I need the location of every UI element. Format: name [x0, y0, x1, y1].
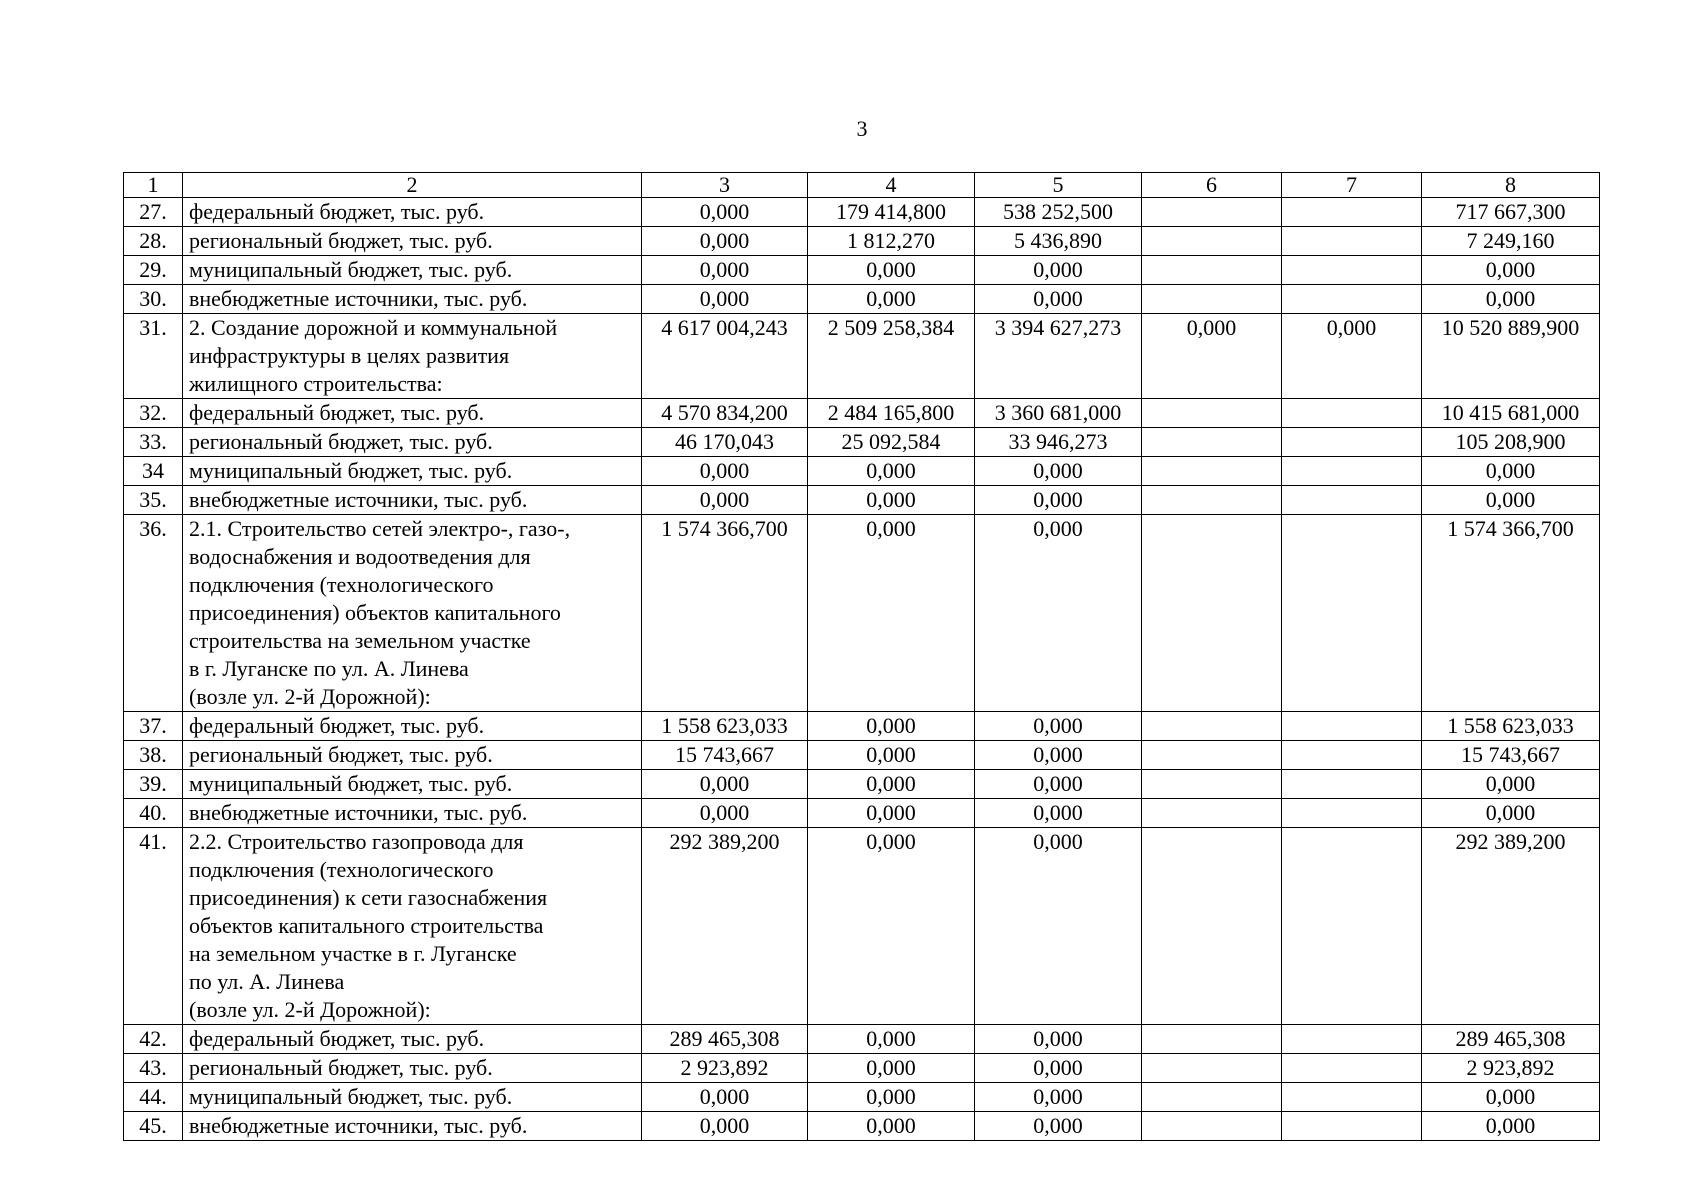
col-3-cell: 0,000: [642, 799, 808, 828]
col-4-cell: 0,000: [808, 457, 975, 486]
col-7-cell: [1282, 1083, 1422, 1112]
table-row: [124, 314, 1600, 399]
col-4-cell: 0,000: [808, 712, 975, 741]
description-cell: региональный бюджет, тыс. руб.: [183, 428, 642, 457]
col-3-cell: 4 570 834,200: [642, 399, 808, 428]
col-6-cell: [1142, 428, 1282, 457]
col-5-cell: 0,000: [975, 741, 1142, 770]
col-4-cell: 2 509 258,384: [808, 314, 975, 399]
row-number-cell: 31.: [124, 314, 183, 399]
header-cell: 8: [1422, 173, 1600, 198]
page-number: 3: [856, 116, 868, 141]
col-7-cell: [1282, 741, 1422, 770]
table-row: [124, 285, 1600, 314]
table-row: [124, 712, 1600, 741]
col-3-cell: 2 923,892: [642, 1054, 808, 1083]
row-number-cell: 43.: [124, 1054, 183, 1083]
col-5-cell: 0,000: [975, 515, 1142, 712]
col-8-cell: 0,000: [1422, 486, 1600, 515]
description-cell: федеральный бюджет, тыс. руб.: [183, 198, 642, 227]
col-8-cell: 0,000: [1422, 1083, 1600, 1112]
table-row: [124, 770, 1600, 799]
col-4-cell: 1 812,270: [808, 227, 975, 256]
col-7-cell: [1282, 799, 1422, 828]
description-cell: внебюджетные источники, тыс. руб.: [183, 799, 642, 828]
col-8-cell: 15 743,667: [1422, 741, 1600, 770]
col-4-cell: 0,000: [808, 741, 975, 770]
col-4-cell: 0,000: [808, 1083, 975, 1112]
col-5-cell: 0,000: [975, 285, 1142, 314]
col-6-cell: [1142, 256, 1282, 285]
col-3-cell: 289 465,308: [642, 1025, 808, 1054]
col-8-cell: 0,000: [1422, 285, 1600, 314]
col-5-cell: 0,000: [975, 1054, 1142, 1083]
table-row: [124, 799, 1600, 828]
col-5-cell: 538 252,500: [975, 198, 1142, 227]
header-cell: 1: [124, 173, 183, 198]
col-3-cell: 1 574 366,700: [642, 515, 808, 712]
col-8-cell: 1 558 623,033: [1422, 712, 1600, 741]
row-number-cell: 30.: [124, 285, 183, 314]
row-number-cell: 34: [124, 457, 183, 486]
col-3-cell: 1 558 623,033: [642, 712, 808, 741]
col-5-cell: 0,000: [975, 486, 1142, 515]
col-6-cell: [1142, 1083, 1282, 1112]
description-cell: федеральный бюджет, тыс. руб.: [183, 712, 642, 741]
col-4-cell: 0,000: [808, 515, 975, 712]
col-5-cell: 0,000: [975, 770, 1142, 799]
col-3-cell: 0,000: [642, 486, 808, 515]
table-row: [124, 1025, 1600, 1054]
table-row: [124, 256, 1600, 285]
col-8-cell: 2 923,892: [1422, 1054, 1600, 1083]
row-number-cell: 42.: [124, 1025, 183, 1054]
col-6-cell: 0,000: [1142, 314, 1282, 399]
description-cell: федеральный бюджет, тыс. руб.: [183, 399, 642, 428]
description-cell: федеральный бюджет, тыс. руб.: [183, 1025, 642, 1054]
col-7-cell: [1282, 198, 1422, 227]
col-5-cell: 0,000: [975, 1083, 1142, 1112]
description-cell: внебюджетные источники, тыс. руб.: [183, 486, 642, 515]
col-7-cell: [1282, 486, 1422, 515]
col-8-cell: 105 208,900: [1422, 428, 1600, 457]
col-4-cell: 0,000: [808, 1025, 975, 1054]
col-6-cell: [1142, 1054, 1282, 1083]
col-4-cell: 2 484 165,800: [808, 399, 975, 428]
col-8-cell: 0,000: [1422, 457, 1600, 486]
header-cell: 3: [642, 173, 808, 198]
col-8-cell: 10 520 889,900: [1422, 314, 1600, 399]
col-6-cell: [1142, 457, 1282, 486]
table-row: [124, 227, 1600, 256]
col-6-cell: [1142, 741, 1282, 770]
row-number-cell: 45.: [124, 1112, 183, 1141]
col-4-cell: 0,000: [808, 799, 975, 828]
col-5-cell: 0,000: [975, 256, 1142, 285]
col-8-cell: 7 249,160: [1422, 227, 1600, 256]
col-7-cell: [1282, 828, 1422, 1025]
col-7-cell: [1282, 256, 1422, 285]
col-3-cell: 4 617 004,243: [642, 314, 808, 399]
col-8-cell: 0,000: [1422, 1112, 1600, 1141]
col-3-cell: 15 743,667: [642, 741, 808, 770]
table-row: [124, 515, 1600, 712]
col-3-cell: 0,000: [642, 227, 808, 256]
description-cell: 2. Создание дорожной и коммунальной инфраструктуры в целях развития жилищного строительства:: [183, 314, 642, 399]
col-8-cell: 289 465,308: [1422, 1025, 1600, 1054]
col-5-cell: 3 360 681,000: [975, 399, 1142, 428]
col-5-cell: 3 394 627,273: [975, 314, 1142, 399]
table-row: [124, 428, 1600, 457]
row-number-cell: 39.: [124, 770, 183, 799]
row-number-cell: 29.: [124, 256, 183, 285]
col-6-cell: [1142, 486, 1282, 515]
col-6-cell: [1142, 828, 1282, 1025]
col-7-cell: [1282, 712, 1422, 741]
col-4-cell: 0,000: [808, 1054, 975, 1083]
col-6-cell: [1142, 399, 1282, 428]
col-3-cell: 46 170,043: [642, 428, 808, 457]
header-cell: 4: [808, 173, 975, 198]
col-6-cell: [1142, 227, 1282, 256]
description-cell: региональный бюджет, тыс. руб.: [183, 227, 642, 256]
col-6-cell: [1142, 770, 1282, 799]
col-7-cell: [1282, 1025, 1422, 1054]
col-3-cell: 0,000: [642, 256, 808, 285]
col-7-cell: [1282, 399, 1422, 428]
col-4-cell: 0,000: [808, 256, 975, 285]
table-row: [124, 741, 1600, 770]
col-5-cell: 5 436,890: [975, 227, 1142, 256]
description-cell: внебюджетные источники, тыс. руб.: [183, 285, 642, 314]
table-row: [124, 457, 1600, 486]
col-6-cell: [1142, 799, 1282, 828]
header-cell: 7: [1282, 173, 1422, 198]
description-cell: 2.1. Строительство сетей электро-, газо-, водоснабжения и водоотведения для подключения (технологического присоединения) объектов капитального строительства на земельном участке в г. Луганске по ул. А. Линева (возле ул. 2-й Дорожной):: [183, 515, 642, 712]
header-cell: 6: [1142, 173, 1282, 198]
row-number-cell: 38.: [124, 741, 183, 770]
col-4-cell: 0,000: [808, 828, 975, 1025]
row-number-cell: 37.: [124, 712, 183, 741]
col-7-cell: [1282, 770, 1422, 799]
col-5-cell: 0,000: [975, 457, 1142, 486]
col-3-cell: 0,000: [642, 1083, 808, 1112]
col-4-cell: 0,000: [808, 770, 975, 799]
col-8-cell: 292 389,200: [1422, 828, 1600, 1025]
col-4-cell: 0,000: [808, 285, 975, 314]
table-row: [124, 198, 1600, 227]
col-7-cell: [1282, 515, 1422, 712]
header-cell: 5: [975, 173, 1142, 198]
row-number-cell: 35.: [124, 486, 183, 515]
description-cell: муниципальный бюджет, тыс. руб.: [183, 256, 642, 285]
row-number-cell: 36.: [124, 515, 183, 712]
col-3-cell: 0,000: [642, 1112, 808, 1141]
table-row: [124, 1083, 1600, 1112]
col-4-cell: 0,000: [808, 1112, 975, 1141]
col-5-cell: 33 946,273: [975, 428, 1142, 457]
col-3-cell: 0,000: [642, 285, 808, 314]
row-number-cell: 41.: [124, 828, 183, 1025]
col-3-cell: 0,000: [642, 457, 808, 486]
col-7-cell: [1282, 457, 1422, 486]
description-cell: 2.2. Строительство газопровода для подключения (технологического присоединения) к сети газоснабжения объектов капитального строительства на земельном участке в г. Луганске по ул. А. Линева (возле ул. 2-й Дорожной):: [183, 828, 642, 1025]
col-7-cell: [1282, 1054, 1422, 1083]
col-7-cell: [1282, 227, 1422, 256]
col-5-cell: 0,000: [975, 712, 1142, 741]
col-5-cell: 0,000: [975, 1025, 1142, 1054]
col-7-cell: [1282, 428, 1422, 457]
table-row: [124, 399, 1600, 428]
col-8-cell: 10 415 681,000: [1422, 399, 1600, 428]
table-header-row: [124, 173, 1600, 198]
row-number-cell: 44.: [124, 1083, 183, 1112]
col-4-cell: 25 092,584: [808, 428, 975, 457]
row-number-cell: 32.: [124, 399, 183, 428]
col-8-cell: 0,000: [1422, 256, 1600, 285]
description-cell: региональный бюджет, тыс. руб.: [183, 741, 642, 770]
col-6-cell: [1142, 198, 1282, 227]
col-3-cell: 292 389,200: [642, 828, 808, 1025]
row-number-cell: 28.: [124, 227, 183, 256]
table-row: [124, 486, 1600, 515]
col-3-cell: 0,000: [642, 770, 808, 799]
table-row: [124, 1054, 1600, 1083]
col-8-cell: 1 574 366,700: [1422, 515, 1600, 712]
col-5-cell: 0,000: [975, 799, 1142, 828]
col-6-cell: [1142, 1112, 1282, 1141]
col-7-cell: 0,000: [1282, 314, 1422, 399]
budget-table: [123, 172, 1600, 1141]
row-number-cell: 33.: [124, 428, 183, 457]
col-7-cell: [1282, 285, 1422, 314]
description-cell: муниципальный бюджет, тыс. руб.: [183, 770, 642, 799]
table-row: [124, 1112, 1600, 1141]
col-7-cell: [1282, 1112, 1422, 1141]
description-cell: региональный бюджет, тыс. руб.: [183, 1054, 642, 1083]
col-6-cell: [1142, 1025, 1282, 1054]
col-8-cell: 717 667,300: [1422, 198, 1600, 227]
col-4-cell: 0,000: [808, 486, 975, 515]
col-5-cell: 0,000: [975, 1112, 1142, 1141]
col-6-cell: [1142, 515, 1282, 712]
col-3-cell: 0,000: [642, 198, 808, 227]
description-cell: муниципальный бюджет, тыс. руб.: [183, 457, 642, 486]
header-cell: 2: [183, 173, 642, 198]
description-cell: муниципальный бюджет, тыс. руб.: [183, 1083, 642, 1112]
col-6-cell: [1142, 285, 1282, 314]
description-cell: внебюджетные источники, тыс. руб.: [183, 1112, 642, 1141]
col-5-cell: 0,000: [975, 828, 1142, 1025]
row-number-cell: 40.: [124, 799, 183, 828]
col-6-cell: [1142, 712, 1282, 741]
table-row: [124, 828, 1600, 1025]
row-number-cell: 27.: [124, 198, 183, 227]
col-8-cell: 0,000: [1422, 799, 1600, 828]
col-4-cell: 179 414,800: [808, 198, 975, 227]
col-8-cell: 0,000: [1422, 770, 1600, 799]
